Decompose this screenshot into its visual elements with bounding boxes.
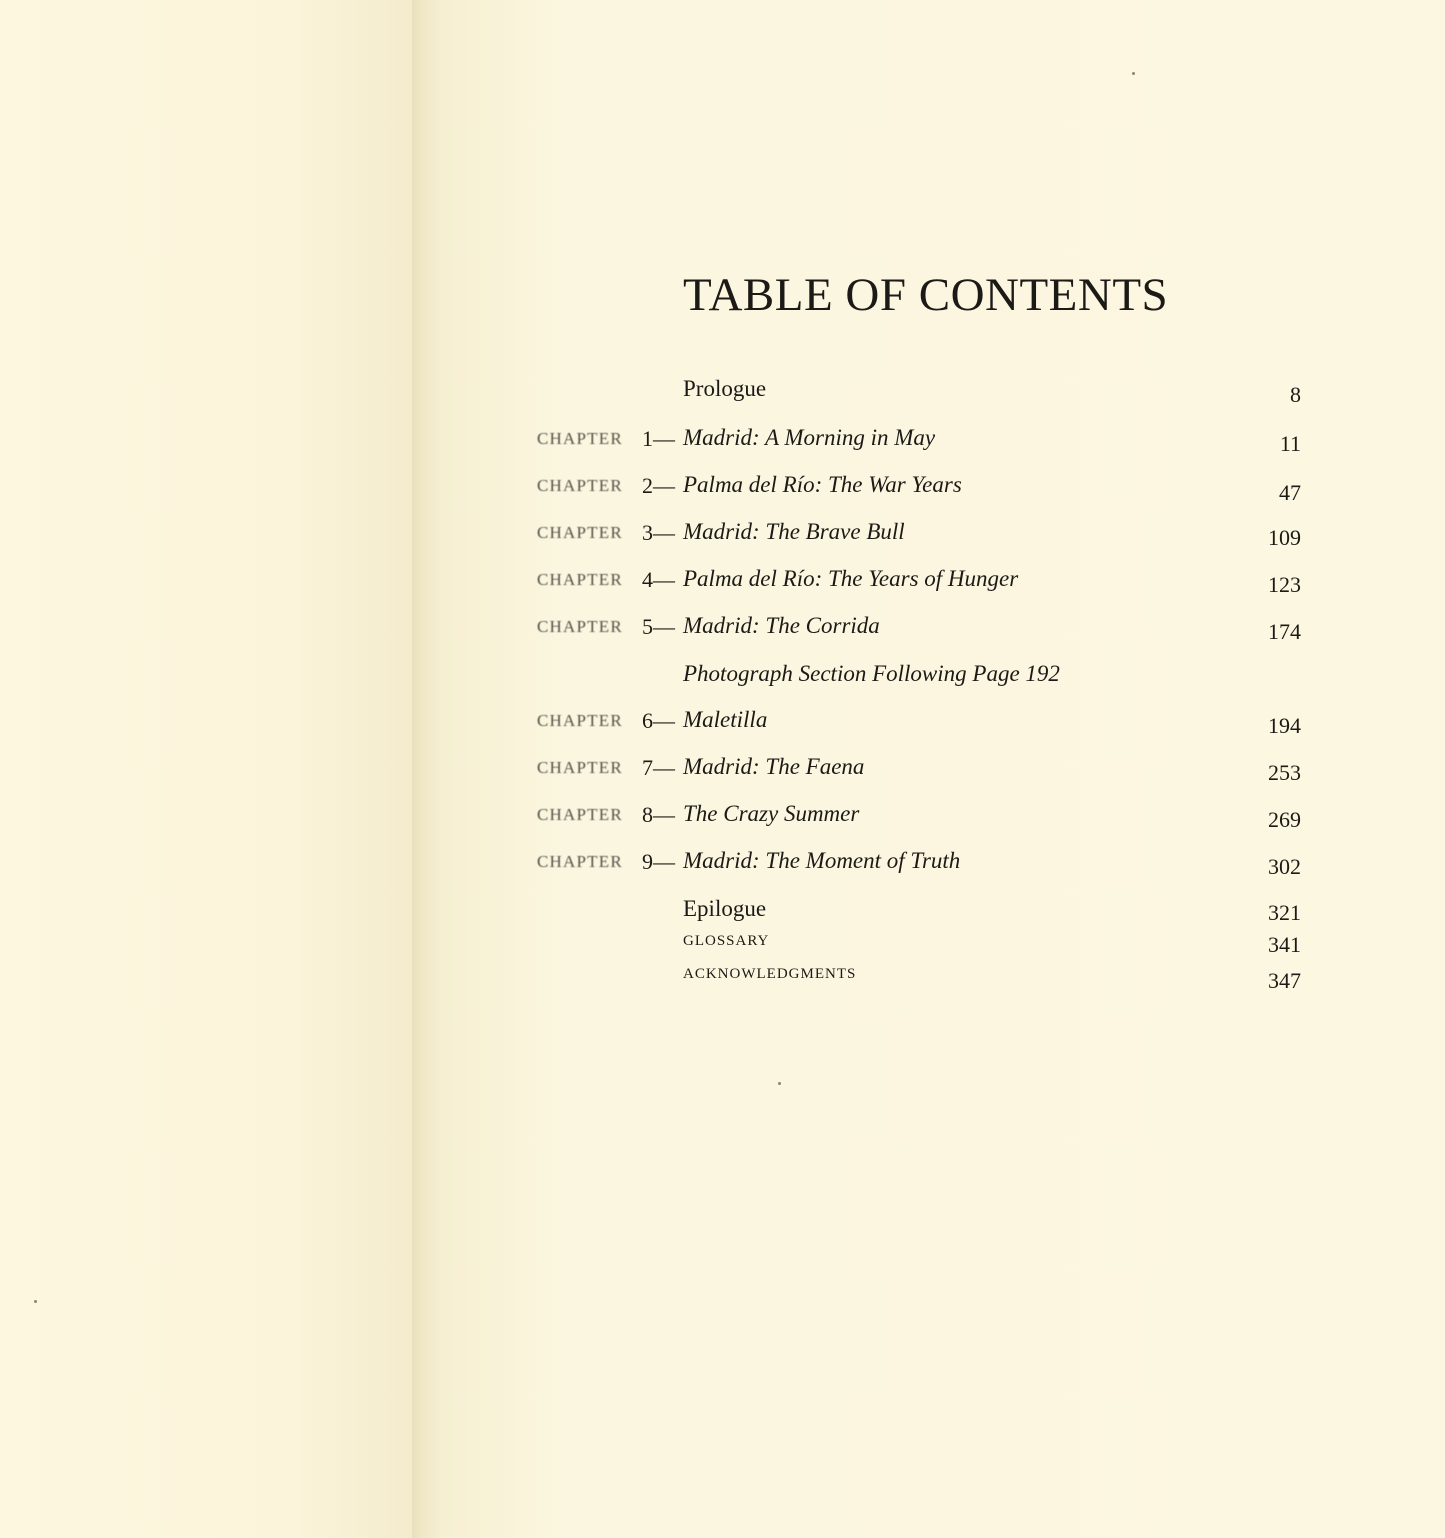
toc-entry-prologue bbox=[0, 374, 1445, 414]
chapter-label: CHAPTER bbox=[537, 805, 623, 824]
toc-entry-chapter-1 bbox=[0, 423, 1445, 463]
chapter-number: 7— bbox=[642, 755, 675, 780]
toc-note-photographs bbox=[0, 659, 1445, 699]
page-number: 347 bbox=[1268, 968, 1301, 993]
toc-entry-chapter-3 bbox=[0, 517, 1445, 557]
page-number: 47 bbox=[1279, 480, 1301, 505]
chapter-number: 9— bbox=[642, 849, 675, 874]
entry-title: Madrid: The Moment of Truth bbox=[683, 848, 961, 873]
page-number: 8 bbox=[1290, 382, 1301, 407]
entry-title: Madrid: A Morning in May bbox=[683, 425, 936, 450]
entry-title: Madrid: The Corrida bbox=[683, 613, 880, 638]
chapter-label: CHAPTER bbox=[537, 570, 623, 589]
entry-title: Palma del Río: The War Years bbox=[683, 472, 962, 497]
entry-title: ACKNOWLEDGMENTS bbox=[683, 966, 857, 982]
chapter-label: CHAPTER bbox=[537, 758, 623, 777]
chapter-number: 8— bbox=[642, 802, 675, 827]
page-number: 174 bbox=[1268, 619, 1301, 644]
page-number: 11 bbox=[1279, 431, 1301, 456]
page-number: 194 bbox=[1268, 713, 1301, 738]
chapter-label: CHAPTER bbox=[537, 476, 623, 495]
chapter-label: CHAPTER bbox=[537, 523, 623, 542]
chapter-label: CHAPTER bbox=[537, 711, 623, 730]
toc-entry-chapter-5 bbox=[0, 611, 1445, 651]
entry-title: Madrid: The Brave Bull bbox=[683, 519, 905, 544]
entry-title: Maletilla bbox=[683, 707, 768, 732]
toc-entry-epilogue bbox=[0, 894, 1445, 934]
entry-title: GLOSSARY bbox=[683, 933, 770, 949]
page-number: 123 bbox=[1268, 572, 1301, 597]
chapter-number: 2— bbox=[642, 473, 675, 498]
toc-entry-acknowledgments bbox=[0, 964, 1445, 1004]
paper-speck bbox=[1132, 72, 1135, 75]
toc-entry-chapter-2 bbox=[0, 470, 1445, 510]
chapter-number: 1— bbox=[642, 426, 675, 451]
chapter-label: CHAPTER bbox=[537, 429, 623, 448]
entry-title: Photograph Section Following Page 192 bbox=[683, 661, 1060, 686]
toc-entry-chapter-9 bbox=[0, 846, 1445, 886]
chapter-number: 6— bbox=[642, 708, 675, 733]
page-number: 321 bbox=[1268, 900, 1301, 925]
page-number: 109 bbox=[1268, 525, 1301, 550]
paper-speck bbox=[778, 1082, 781, 1085]
toc-entry-chapter-6 bbox=[0, 705, 1445, 745]
page-number: 341 bbox=[1268, 932, 1301, 957]
toc-entry-chapter-7 bbox=[0, 752, 1445, 792]
page-number: 253 bbox=[1268, 760, 1301, 785]
page-title: TABLE OF CONTENTS bbox=[683, 269, 1169, 321]
chapter-label: CHAPTER bbox=[537, 852, 623, 871]
entry-title: The Crazy Summer bbox=[683, 801, 860, 826]
page-number: 269 bbox=[1268, 807, 1301, 832]
entry-title: Epilogue bbox=[683, 896, 767, 921]
entry-title: Palma del Río: The Years of Hunger bbox=[683, 566, 1019, 591]
entry-title: Prologue bbox=[683, 376, 767, 401]
chapter-number: 5— bbox=[642, 614, 675, 639]
entry-title: Madrid: The Faena bbox=[683, 754, 865, 779]
chapter-number: 3— bbox=[642, 520, 675, 545]
chapter-label: CHAPTER bbox=[537, 617, 623, 636]
page-number: 302 bbox=[1268, 854, 1301, 879]
chapter-number: 4— bbox=[642, 567, 675, 592]
paper-speck bbox=[34, 1300, 37, 1303]
toc-entry-chapter-4 bbox=[0, 564, 1445, 604]
toc-entry-chapter-8 bbox=[0, 799, 1445, 839]
